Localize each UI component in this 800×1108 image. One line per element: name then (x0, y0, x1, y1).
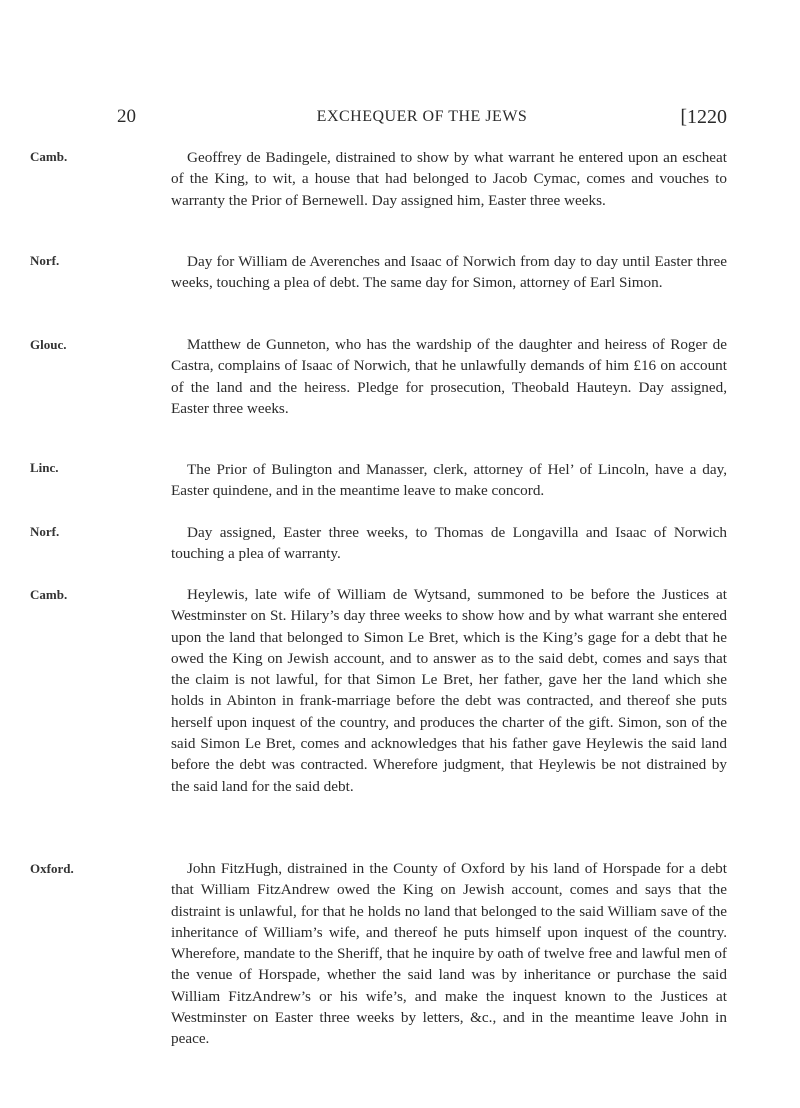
margin-county-label: Norf. (30, 253, 60, 268)
running-title: EXCHEQUER OF THE JEWS (316, 108, 528, 125)
entry-paragraph: Heylewis, late wife of William de Wytsand, summoned to be before the Justices at Westminster on St. Hilary’s day three weeks to show how and by what warrant she entered upon the land that belonged to Simon Le Bret, which is the King’s gage for a debt that he owed the King on Jewish account, and to answer as to the said debt, comes and says that the claim is not lawful, for that Simon Le Bret, her father, gave her the land which she holds in Abinton in frank-marriage before the debt was contracted, and thereof she puts herself upon inquest of the country, and produces the charter of the gift. Simon, son of the said Simon Le Bret, comes and acknowledges that his father gave Heylewis the said land before the debt was contracted. Wherefore judgment, that Heylewis be not distrained by the said land for the said debt. (171, 586, 727, 795)
margin-county-label: Linc. (30, 460, 59, 475)
entry-paragraph: Day assigned, Easter three weeks, to Thomas de Longavilla and Isaac of Norwich touching a plea of warranty. (171, 524, 727, 563)
year-marker: [1220 (680, 106, 727, 128)
entry-paragraph: John FitzHugh, distrained in the County of Oxford by his land of Horspade for a debt that William FitzAndrew owed the King on Jewish account, comes and says that the distraint is unlawful, for that he holds no land that belonged to the said William save of the inheritance of William’s wife, and thereof he puts himself upon inquest of the country. Wherefore, mandate to the Sheriff, that he inquire by oath of twelve free and lawful men of the venue of Horspade, whether the said land was by inheritance or purchase the said William FitzAndrew’s or his wife’s, and make the inquest known to the Justices at Westminster on Easter three weeks by letters, &c., and in the meantime leave John in peace. (171, 860, 727, 1048)
entry-paragraph: Matthew de Gunneton, who has the wardship of the daughter and heiress of Roger de Castra, complains of Isaac of Norwich, that he unlawfully demands of him £16 on account of the land and the heiress. Pledge for prosecution, Theobald Hauteyn. Day assigned, Easter three weeks. (171, 336, 727, 417)
margin-county-label: Camb. (30, 149, 68, 164)
entry-paragraph: Day for William de Averenches and Isaac of Norwich from day to day until Easter three weeks, touching a plea of debt. The same day for Simon, attorney of Earl Simon. (171, 253, 727, 292)
margin-county-label: Norf. (30, 524, 60, 539)
margin-county-label: Oxford. (30, 861, 74, 876)
entry-paragraph: The Prior of Bulington and Manasser, clerk, attorney of Hel’ of Lincoln, have a day, Easter quindene, and in the meantime leave to make concord. (171, 461, 727, 500)
margin-county-label: Camb. (30, 587, 68, 602)
page-header (117, 106, 727, 132)
margin-county-label: Glouc. (30, 337, 67, 352)
page-number: 20 (117, 106, 136, 127)
entry-paragraph: Geoffrey de Badingele, distrained to show by what warrant he entered upon an escheat of the King, to wit, a house that had belonged to Jacob Cymac, comes and vouches to warranty the Prior of Bernewell. Day assigned him, Easter three weeks. (171, 149, 727, 209)
